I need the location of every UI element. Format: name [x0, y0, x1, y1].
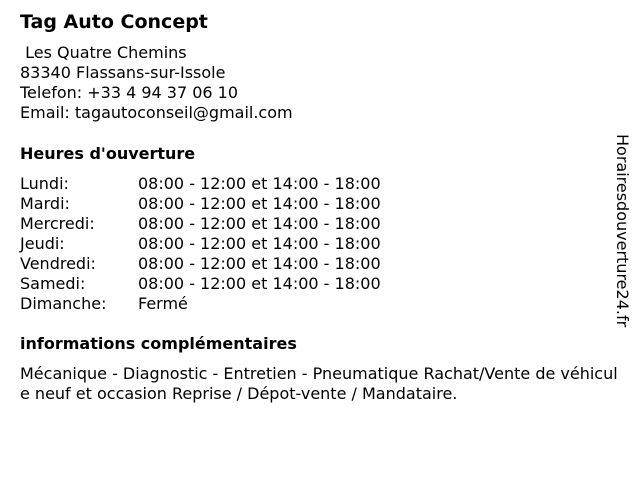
day-label: Mercredi:	[20, 214, 95, 233]
day-label: Vendredi:	[20, 254, 96, 273]
hours-row-monday	[20, 174, 381, 194]
day-label: Dimanche:	[20, 294, 107, 313]
day-label: Lundi:	[20, 174, 69, 193]
hours-row-wednesday	[20, 214, 381, 234]
day-label: Jeudi:	[20, 234, 65, 253]
hours-row-tuesday	[20, 194, 381, 214]
day-hours: 08:00 - 12:00 et 14:00 - 18:00	[138, 214, 381, 233]
hours-row-saturday	[20, 274, 381, 294]
day-hours: 08:00 - 12:00 et 14:00 - 18:00	[138, 274, 381, 293]
phone-number: Telefon: +33 4 94 37 06 10	[20, 83, 239, 102]
day-hours: 08:00 - 12:00 et 14:00 - 18:00	[138, 194, 381, 213]
address-street: Les Quatre Chemins	[20, 43, 187, 62]
hours-row-friday	[20, 254, 381, 274]
site-watermark: Horairesdouverture24.fr	[613, 134, 632, 328]
day-label: Mardi:	[20, 194, 70, 213]
day-hours: 08:00 - 12:00 et 14:00 - 18:00	[138, 254, 381, 273]
opening-hours-table	[20, 174, 381, 314]
day-label: Samedi:	[20, 274, 86, 293]
day-hours: Fermé	[138, 294, 188, 313]
hours-row-sunday	[20, 294, 381, 314]
opening-hours-heading: Heures d'ouverture	[20, 144, 196, 163]
email-address: Email: tagautoconseil@gmail.com	[20, 103, 293, 122]
additional-info-text: Mécanique - Diagnostic - Entretien - Pneumatique Rachat/Vente de véhicule neuf et occasion Reprise / Dépot-vente / Mandataire.	[20, 364, 618, 403]
day-hours: 08:00 - 12:00 et 14:00 - 18:00	[138, 234, 381, 253]
day-hours: 08:00 - 12:00 et 14:00 - 18:00	[138, 174, 381, 193]
contact-block	[20, 43, 293, 123]
business-name: Tag Auto Concept	[20, 11, 208, 33]
additional-info-heading: informations complémentaires	[20, 334, 297, 353]
address-city: 83340 Flassans-sur-Issole	[20, 63, 226, 82]
hours-row-thursday	[20, 234, 381, 254]
